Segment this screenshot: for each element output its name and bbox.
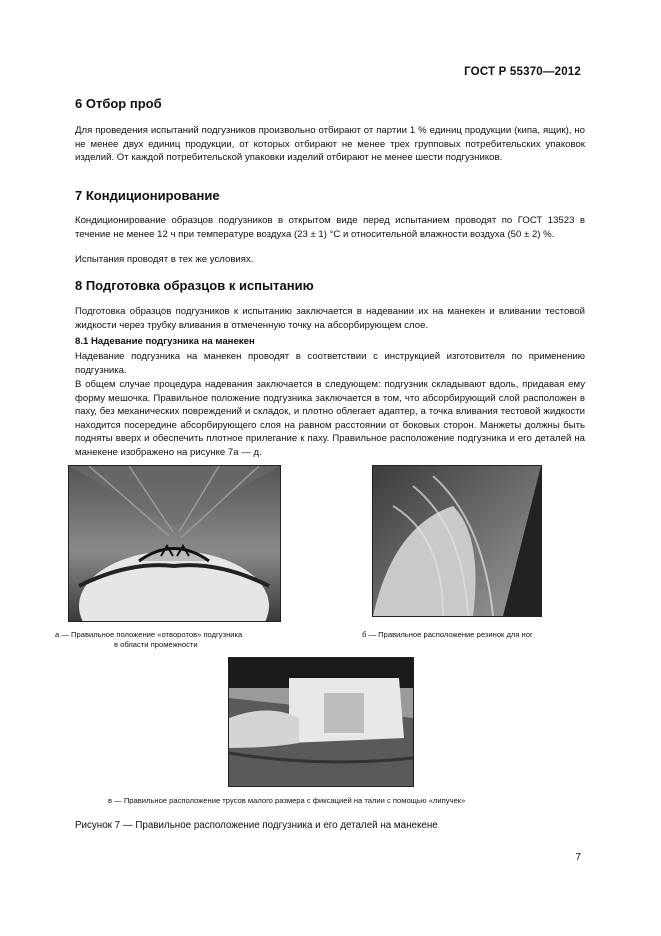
photo-a-image xyxy=(69,466,280,621)
document-header: ГОСТ Р 55370—2012 xyxy=(464,66,581,78)
caption-a-line1: а — Правильное положение «отворотов» подгузника xyxy=(55,630,243,639)
photo-c-small-briefs xyxy=(228,657,414,787)
section-7-title: 7 Кондиционирование xyxy=(75,188,220,203)
photo-a-diaper-crotch xyxy=(68,465,281,622)
subsection-8-1-paragraph-2: В общем случае процедура надевания заключается в следующем: подгузник складывают вдоль, придавая ему форму мешочка. Правильное положение подгузника заключается в том, что абсорбирующий слой расположен в паху, без механических повреждений и складок, и плотно облегает адаптер, а точка вливания тестовой жидкости находится посередине абсорбирующего слоя на равном расстоянии от боковых сторон. Манжеты должны быть подняты вверх и обеспечить плотное прилегание к паху. Правильное расположение подгузника и его деталей на манекене изображено на рисунке 7а — д. xyxy=(75,379,585,458)
section-6-title: 6 Отбор проб xyxy=(75,96,162,111)
caption-b: б — Правильное расположение резинок для ног xyxy=(362,630,533,639)
page-number: 7 xyxy=(575,852,581,863)
section-8-paragraph: Подготовка образцов подгузников к испытанию заключается в надевании их на манекен и вливании тестовой жидкости через трубку вливания в отмеченную точку на абсорбирующем слое. xyxy=(75,306,585,331)
subsection-8-1-title: 8.1 Надевание подгузника на манекен xyxy=(75,336,255,347)
subsection-8-1-paragraph-1: Надевание подгузника на манекен проводят в соответствии с инструкцией изготовителя по применению подгузника. xyxy=(75,351,585,376)
photo-c-image xyxy=(229,658,413,786)
figure-title: Рисунок 7 — Правильное расположение подгузника и его деталей на манекене xyxy=(75,820,438,831)
section-7-paragraph-1: Кондиционирование образцов подгузников в открытом виде перед испытанием проводят по ГОСТ 13523 в течение не менее 12 ч при температуре воздуха (23 ± 1) °С и относительной влажности воздуха (50 ± 2) %. xyxy=(75,215,585,240)
section-6-text: Для проведения испытаний подгузников произвольно отбирают от партии 1 % единиц продукции (кипа, ящик), но не менее двух единиц продукции, от которых отбирают не менее трех групповых потребительских упаковок изделий. От каждой потребительской упаковки изделий отбирают не менее шести подгузников. xyxy=(75,125,585,164)
photo-b-image xyxy=(373,466,541,616)
section-6-paragraph xyxy=(75,124,585,165)
photo-b-leg-elastics xyxy=(372,465,542,617)
caption-a-line2: в области промежности xyxy=(114,640,198,649)
caption-c: в — Правильное расположение трусов малого размера с фиксацией на талии с помощью «липучек» xyxy=(108,796,466,805)
section-7-paragraph-2: Испытания проводят в тех же условиях. xyxy=(75,254,254,265)
section-8-title: 8 Подготовка образцов к испытанию xyxy=(75,278,314,293)
